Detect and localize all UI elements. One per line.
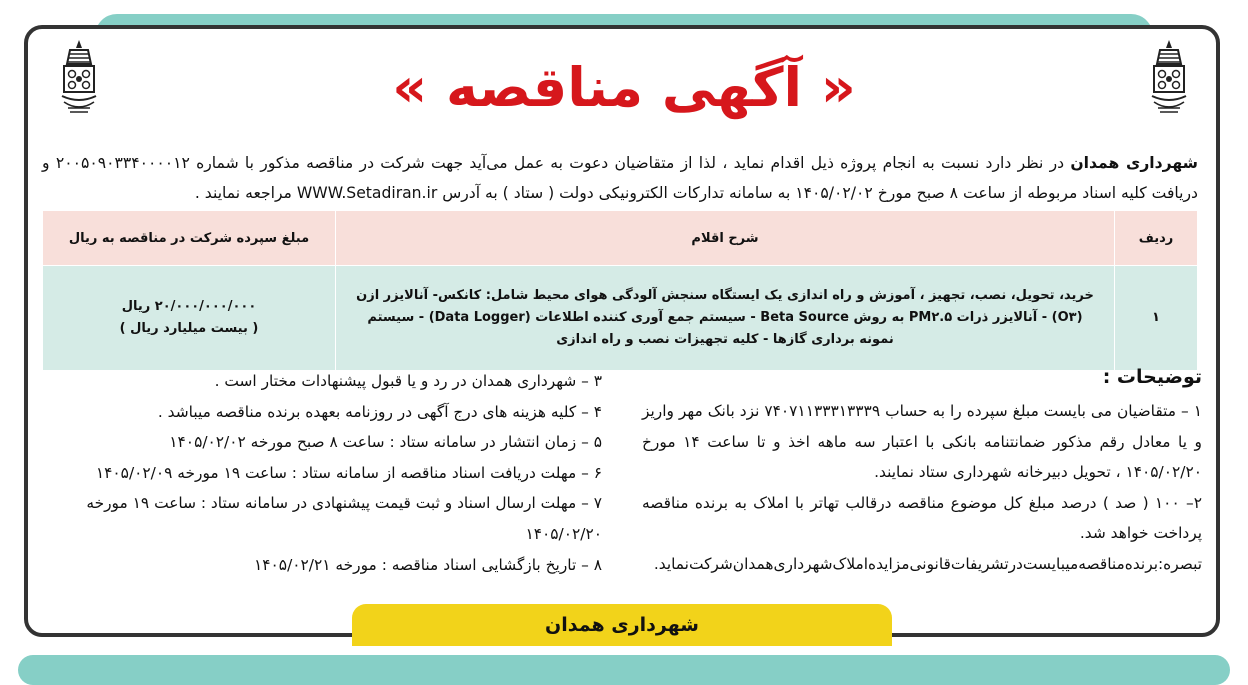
- table-row: [43, 266, 1198, 371]
- note-item: ۷ – مهلت ارسال اسناد و ثبت قیمت پیشنهادی در سامانه ستاد : ساعت ۱۹ مورخه ۱۴۰۵/۰۲/۲۰: [86, 494, 602, 543]
- note-item: ۸ – تاریخ بازگشایی اسناد مناقصه : مورخه ۱۴۰۵/۰۲/۲۱: [254, 555, 602, 574]
- intro-paragraph: [42, 148, 1198, 208]
- row-description: خرید، تحویل، نصب، تجهیز ، آموزش و راه اندازی یک ایستگاه سنجش آلودگی هوای محیط شامل: کانکس- آنالایزر ازن (O۳) - آنالایزر ذرات PM۲.۵ به روش Beta Source - سیستم جمع آوری کننده اطلاعات (Data Logger) - سیستم نمونه برداری گازها - کلیه تجهیزات نصب و راه اندازی: [336, 266, 1115, 371]
- header-deposit-amount: مبلغ سپرده شرکت در مناقصه به ریال: [43, 211, 336, 266]
- notice-title: « آگهی مناقصه »: [392, 56, 856, 119]
- notes-right-column: [642, 396, 1202, 580]
- tender-table: [42, 210, 1198, 371]
- note-item: ۴ – کلیه هزینه های درج آگهی در روزنامه بعهده برنده مناقصه میباشد .: [157, 402, 602, 421]
- note-item: ۳ – شهرداری همدان در رد و یا قبول پیشنهادات مختار است .: [214, 372, 602, 390]
- intro-organization: شهرداری همدان: [1070, 154, 1198, 172]
- notes-title: توضیحات :: [1102, 366, 1202, 388]
- deposit-amount-value: ۲۰/۰۰۰/۰۰۰/۰۰۰ ریال: [121, 299, 257, 314]
- deposit-amount-words: ( بیست میلیارد ریال ): [119, 321, 259, 336]
- note-item: ۲– ۱۰۰ ( صد ) درصد مبلغ کل موضوع مناقصه درقالب تهاتر با املاک به برنده مناقصه پرداخت خواهد شد.: [642, 493, 1202, 543]
- header-row-number: ردیف: [1115, 211, 1198, 266]
- row-deposit-amount: [43, 266, 336, 371]
- footer-organization: شهرداری همدان: [352, 604, 892, 646]
- note-item: ۱ – متقاضیان می بایست مبلغ سپرده را به حساب ۷۴۰۷۱۱۳۳۳۱۳۳۳۹ نزد بانک مهر واریز و یا معادل رقم مذکور ضمانتنامه بانکی با اعتبار سه ماهه اخذ و تا ساعت ۱۴ مورخ ۱۴۰۵/۰۲/۲۰ ، تحویل دبیرخانه شهرداری ستاد نمایند.: [642, 402, 1202, 482]
- bottom-teal-band: [18, 655, 1230, 685]
- note-item: ۵ – زمان انتشار در سامانه ستاد : ساعت ۸ صبح مورخه ۱۴۰۵/۰۲/۰۲: [169, 433, 602, 452]
- header-description: شرح اقلام: [336, 211, 1115, 266]
- note-item: ۶ – مهلت دریافت اسناد مناقصه از سامانه ستاد : ساعت ۱۹ مورخه ۱۴۰۵/۰۲/۰۹: [95, 463, 602, 482]
- note-item: تبصره:برنده‌مناقصه‌میبایست‌در‌تشریفات‌قانونی‌مزایده‌املاک‌شهرداری‌همدان‌شرکت‌نماید.: [653, 554, 1202, 573]
- intro-text: در نظر دارد نسبت به انجام پروژه ذیل اقدام نماید ، لذا از متقاضیان دعوت به عمل می‌آید جهت شرکت در مناقصه مذکور با شماره ۲۰۰۵۰۹۰۳۳۴۰۰۰۰۱۲ و دریافت کلیه اسناد مربوطه از ساعت ۸ صبح مورخ ۱۴۰۵/۰۲/۰۲ به سامانه تدارکات الکترونیکی دولت ( ستاد ) به آدرس WWW.Setadiran.ir مراجعه نمایند .: [42, 154, 1198, 202]
- table-header-row: [43, 211, 1198, 266]
- notes-left-column: [42, 366, 602, 580]
- row-number: ۱: [1115, 266, 1198, 371]
